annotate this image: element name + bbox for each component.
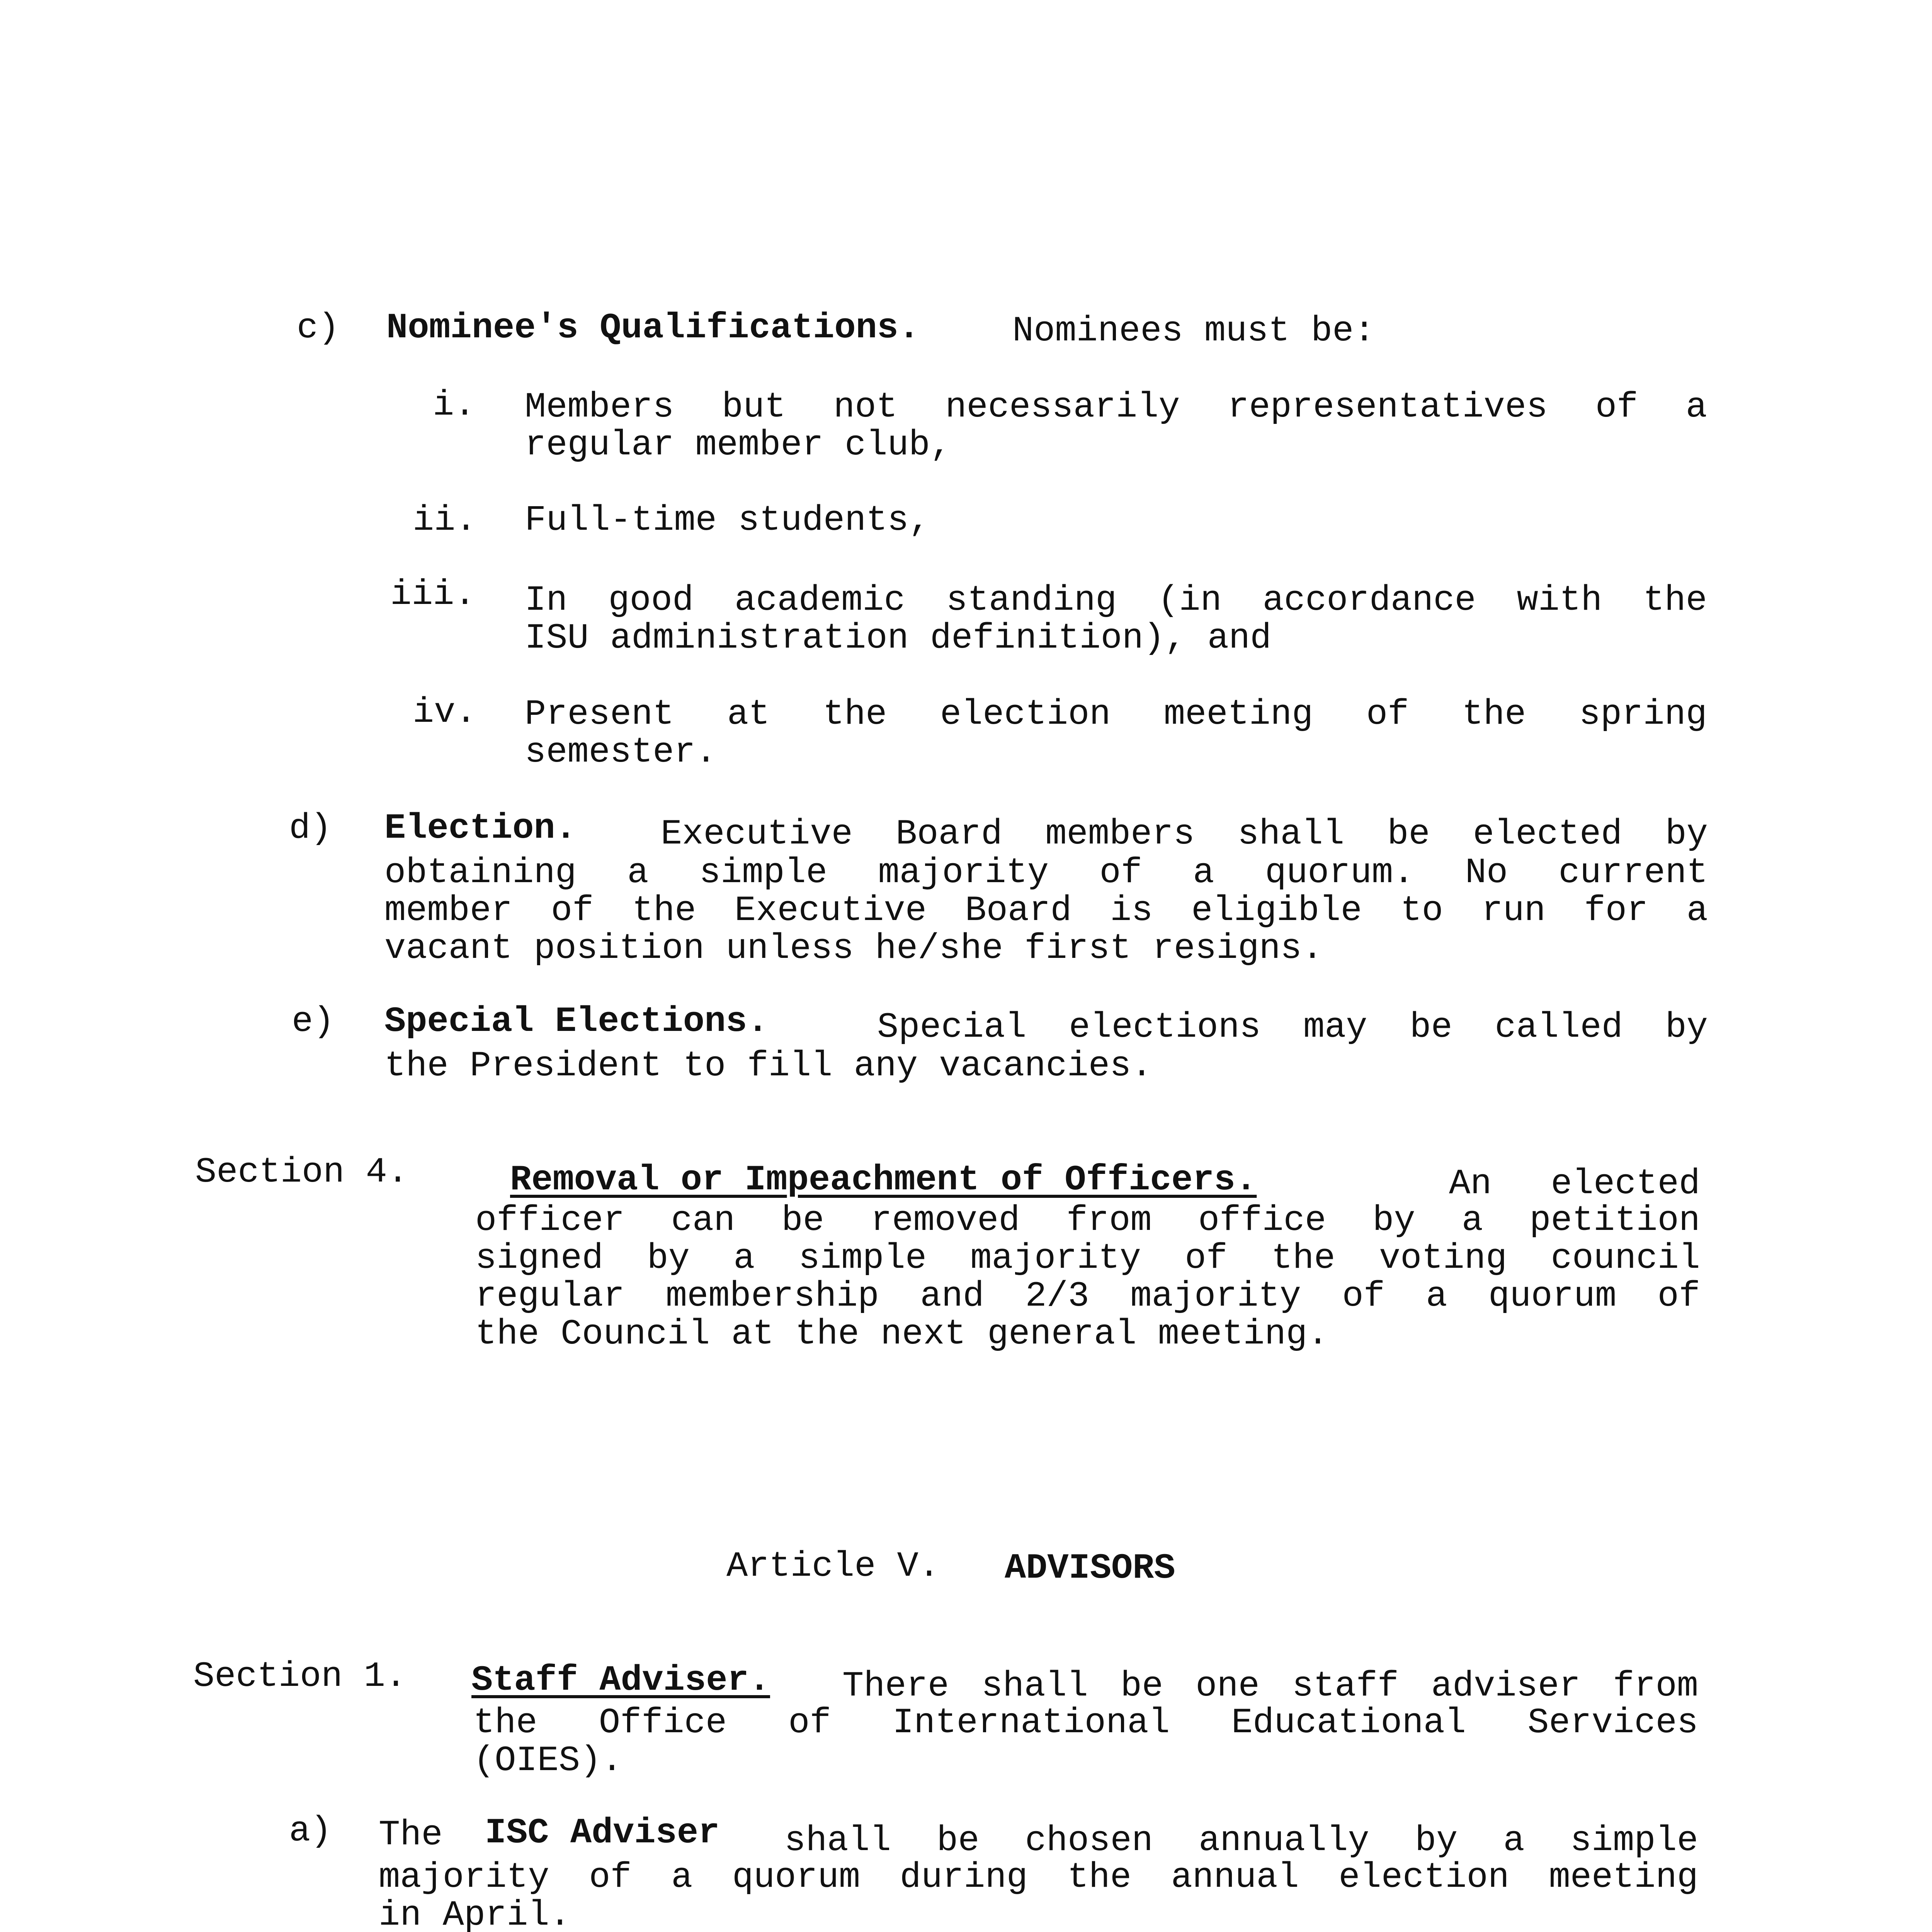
item-d-heading: Election. — [384, 808, 577, 849]
section1-text: the Office of International Educational Services (OIES). — [473, 1704, 1698, 1780]
subitem-iv-marker: iv. — [413, 692, 477, 733]
section4-text: officer can be removed from office by a petition signed by a simple majority of the voting council regular membership and 2/3 majority of a quorum of the Council at the next general meeting. — [475, 1202, 1700, 1353]
subitem-iii-marker: iii. — [390, 574, 476, 615]
section4-label: Section 4. — [195, 1152, 409, 1192]
article-label: Article V. — [726, 1546, 940, 1587]
item-e-marker: e) — [292, 1001, 335, 1042]
item-d-text: obtaining a simple majority of a quorum. No current member of the Executive Board is eligible to run for a vacant position unless he/she first resigns. — [384, 854, 1708, 968]
section1-a-marker: a) — [289, 1811, 332, 1851]
section1-a-text: majority of a quorum during the annual election meeting in April. — [379, 1859, 1698, 1932]
section4-first-line: An elected — [1449, 1165, 1700, 1203]
subitem-ii-text: Full-time students, — [525, 500, 930, 541]
article-title: ADVISORS — [1005, 1548, 1175, 1588]
item-e-first-line: Special elections may be called by — [877, 1009, 1708, 1046]
subitem-i-marker: i. — [433, 385, 476, 425]
subitem-iv-text: Present at the election meeting of the spring semester. — [525, 696, 1707, 771]
item-e-text: the President to fill any vacancies. — [384, 1046, 1153, 1086]
section1-label: Section 1. — [193, 1656, 407, 1697]
item-c-marker: c) — [297, 308, 340, 348]
subitem-iii-text: In good academic standing (in accordance with the ISU administration definition), and — [525, 582, 1707, 657]
section4-heading: Removal or Impeachment of Officers. — [510, 1160, 1257, 1200]
item-e-heading: Special Elections. — [384, 1001, 769, 1042]
item-c-heading: Nominee's Qualifications. — [386, 308, 920, 348]
section1-first-line: There shall be one staff adviser from — [842, 1667, 1698, 1705]
subitem-ii-marker: ii. — [413, 500, 477, 541]
item-d-marker: d) — [289, 808, 332, 849]
section1-a-pre: The — [379, 1815, 443, 1855]
section1-a-bold: ISC Adviser — [485, 1813, 720, 1853]
section1-a-first-line: shall be chosen annually by a simple — [784, 1822, 1698, 1860]
section1-heading: Staff Adviser. — [471, 1660, 770, 1701]
item-d-first-line: Executive Board members shall be elected by — [661, 815, 1708, 853]
subitem-i-text: Members but not necessarily representatives of a regular member club, — [525, 388, 1707, 464]
item-c-text: Nominees must be: — [1012, 311, 1375, 351]
